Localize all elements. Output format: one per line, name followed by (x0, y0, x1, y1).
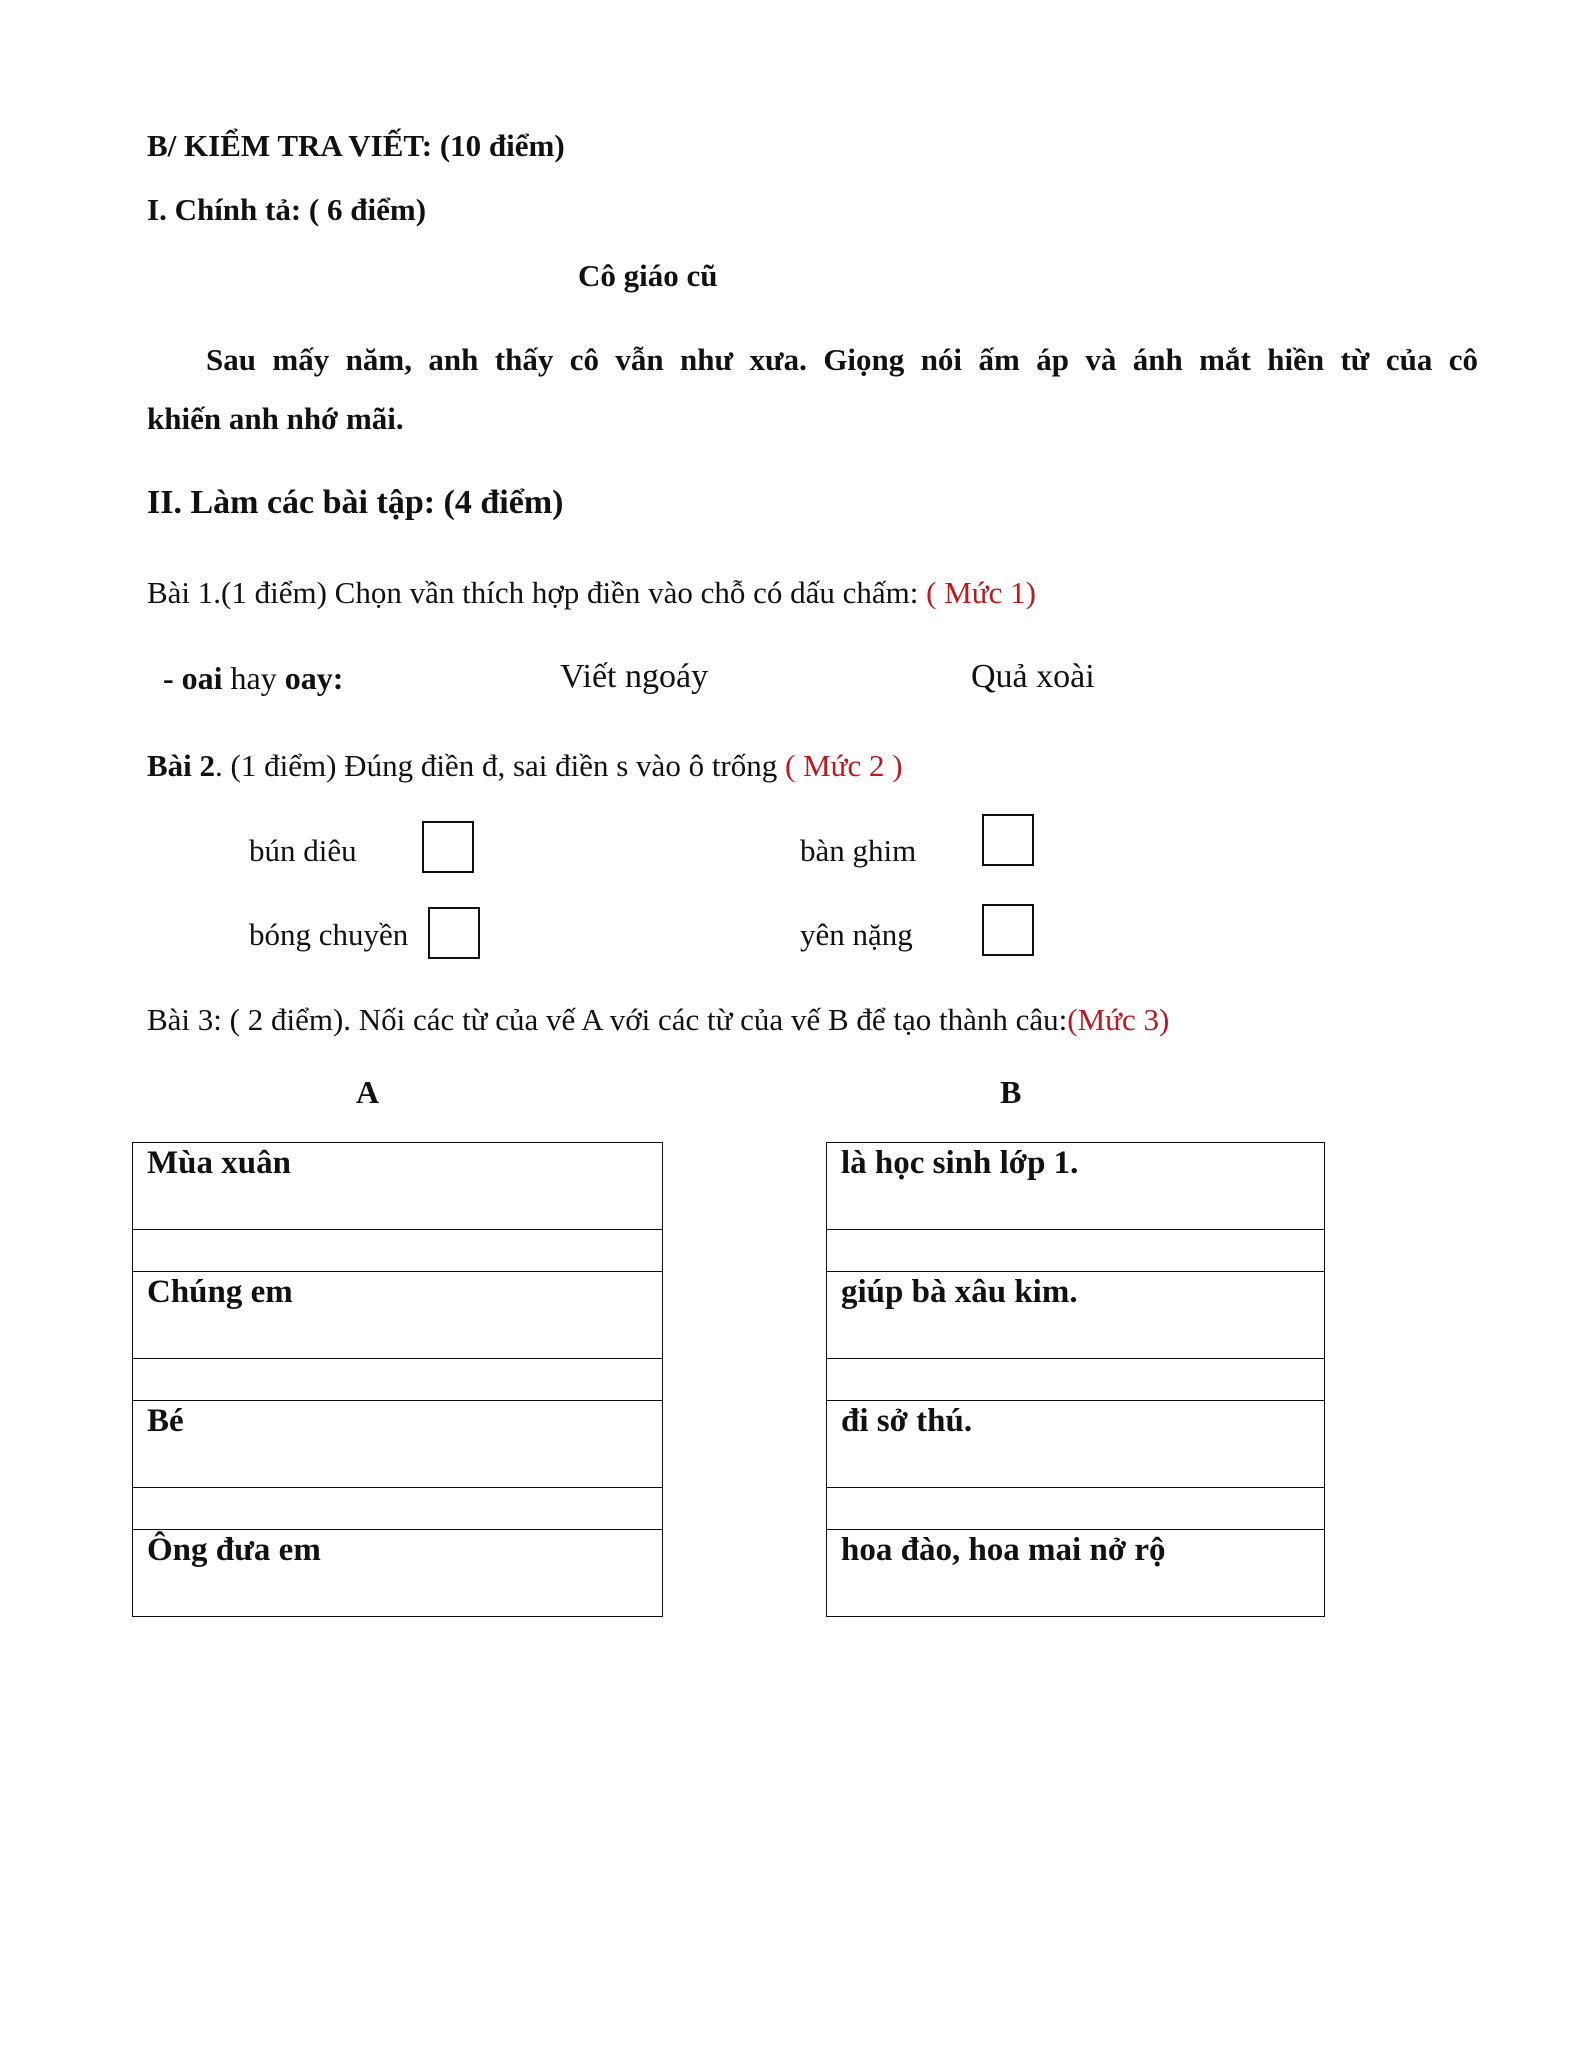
column-b-text: là học sinh lớp 1. (841, 1145, 1079, 1181)
column-a-header: A (356, 1074, 380, 1110)
exercise-2-item-3: bóng chuyền (249, 917, 409, 952)
exercise-2-instruction (147, 748, 903, 784)
dictation-line-1: Sau mấy năm, anh thấy cô vẫn như xưa. Giọng nói ấm áp và ánh mắt hiền từ của cô (206, 342, 1478, 377)
answer-box-2[interactable] (982, 814, 1034, 866)
answer-box-4[interactable] (982, 904, 1034, 956)
exercise-2-item-2: bàn ghim (800, 833, 917, 868)
column-b-table (826, 1142, 1325, 1617)
row-spacer (133, 1229, 662, 1272)
column-a-table (132, 1142, 663, 1617)
exercise-3-text: Bài 3: ( 2 điểm). Nối các từ của vế A với các từ của vế B để tạo thành câu: (147, 1002, 1068, 1037)
column-b-row[interactable] (827, 1530, 1324, 1616)
column-a-row[interactable] (133, 1143, 662, 1229)
column-b-row[interactable] (827, 1143, 1324, 1229)
exercise-2-level: ( Mức 2 ) (785, 748, 903, 783)
exercise-1-level: ( Mức 1) (926, 575, 1036, 610)
row-spacer (133, 1487, 662, 1530)
exercise-1-word-2: Quả xoài (971, 658, 1095, 695)
exercise-1-word-1: Viết ngoáy (560, 658, 709, 695)
row-spacer (827, 1358, 1324, 1401)
exercise-1-prompt-suffix: oay: (284, 660, 344, 696)
exercise-1-instruction (147, 575, 1036, 611)
row-spacer (827, 1487, 1324, 1530)
column-a-text: Chúng em (147, 1274, 293, 1310)
dictation-title: Cô giáo cũ (578, 258, 718, 293)
exercise-2-item-1: bún diêu (249, 833, 357, 868)
section-heading: B/ KIỂM TRA VIẾT: (10 điểm) (147, 128, 565, 163)
answer-box-1[interactable] (422, 821, 474, 873)
column-b-row[interactable] (827, 1401, 1324, 1487)
column-a-text: Ông đưa em (147, 1532, 321, 1568)
column-a-text: Mùa xuân (147, 1145, 291, 1181)
answer-box-3[interactable] (428, 907, 480, 959)
column-b-row[interactable] (827, 1272, 1324, 1358)
exercise-3-level: (Mức 3) (1067, 1002, 1170, 1037)
part2-heading: II. Làm các bài tập: (4 điểm) (147, 484, 564, 521)
column-a-row[interactable] (133, 1530, 662, 1616)
column-b-header: B (1000, 1074, 1022, 1110)
column-b-text: đi sở thú. (841, 1403, 973, 1439)
part1-heading: I. Chính tả: ( 6 điểm) (147, 192, 427, 227)
column-a-row[interactable] (133, 1401, 662, 1487)
row-spacer (827, 1229, 1324, 1272)
dictation-line-2: khiến anh nhớ mãi. (147, 401, 404, 436)
exercise-1-text: Bài 1.(1 điểm) Chọn vần thích hợp điền vào chỗ có dấu chấm: (147, 575, 927, 610)
exercise-2-label: Bài 2 (147, 748, 216, 783)
column-a-text: Bé (147, 1403, 184, 1439)
exercise-2-text: . (1 điểm) Đúng điền đ, sai điền s vào ô trống (215, 748, 786, 783)
exercise-2-item-4: yên nặng (800, 917, 913, 952)
exercise-1-prompt-prefix: - oai (163, 660, 223, 696)
exercise-3-instruction (147, 1002, 1169, 1038)
column-b-text: hoa đào, hoa mai nở rộ (841, 1532, 1166, 1568)
exercise-1-prompt (163, 660, 343, 697)
column-a-row[interactable] (133, 1272, 662, 1358)
row-spacer (133, 1358, 662, 1401)
exercise-1-prompt-mid: hay (222, 660, 285, 696)
column-b-text: giúp bà xâu kim. (841, 1274, 1078, 1310)
